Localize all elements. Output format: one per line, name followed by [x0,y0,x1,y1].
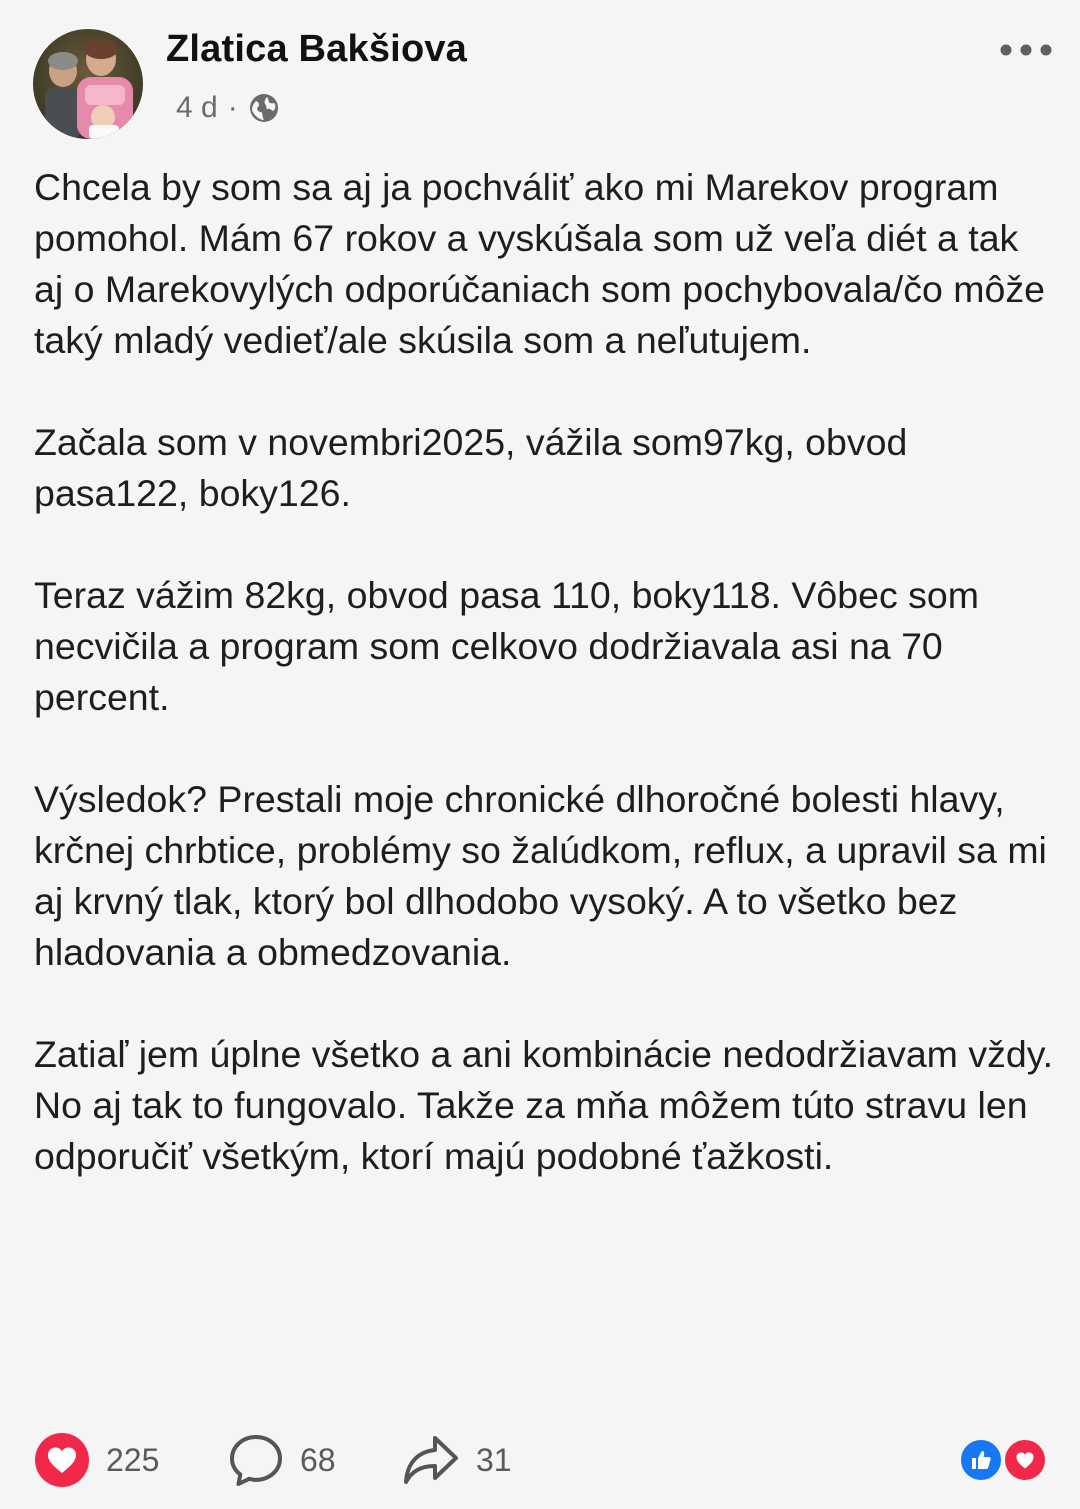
author-name[interactable]: Zlatica Bakšiova [166,28,468,70]
comments-count: 68 [300,1441,336,1478]
more-options-button[interactable] [996,30,1056,70]
post-actions-bar [0,1425,1080,1495]
post-meta [176,88,280,128]
comment-icon [228,1432,284,1488]
avatar-photo [33,29,143,139]
meta-separator: · [227,91,238,124]
reactions-count: 225 [106,1441,160,1478]
globe-icon [248,92,280,124]
post-header [0,0,1080,150]
more-dots-icon [1000,44,1052,56]
heart-reaction-icon [34,1432,90,1488]
post-paragraph: Výsledok? Prestali moje chronické dlhoročné bolesti hlavy, krčnej chrbtice, problémy so žalúdkom, reflux, a upravil sa mi aj krvný tlak, ktorý bol dlhodobo vysoký. A to všetko bez hladovania a obmedzovania. [34,778,1047,973]
post-paragraph: Teraz vážim 82kg, obvod pasa 110, boky118. Vôbec som necvičila a program som celkovo dodržiavala asi na 70 percent. [34,574,979,718]
reaction-summary[interactable] [958,1437,1050,1483]
love-reaction-icon [1002,1437,1048,1483]
share-icon [402,1432,460,1488]
post-paragraph: Zatiaľ jem úplne všetko a ani kombinácie nedodržiavam vždy. No aj tak to fungovalo. Takže za mňa môžem túto stravu len odporučiť všetkým, ktorí majú podobné ťažkosti. [34,1033,1054,1177]
post-paragraph: Chcela by som sa aj ja pochváliť ako mi Marekov program pomohol. Mám 67 rokov a vyskúšala som už veľa diét a tak aj o Marekovylých odporúčaniach som pochybovala/čo môže taký mladý vedieť/ale skúsila som a neľutujem. [34,166,1045,361]
react-button[interactable] [34,1425,159,1495]
like-reaction-icon [958,1437,1004,1483]
author-avatar[interactable] [33,29,143,139]
post-paragraph: Začala som v novembri2025, vážila som97kg, obvod pasa122, boky126. [34,421,908,514]
post-timestamp[interactable]: 4 d [176,91,218,124]
share-button[interactable] [402,1425,512,1495]
post-body [34,162,1054,1233]
shares-count: 31 [476,1441,512,1478]
comment-button[interactable] [228,1425,336,1495]
